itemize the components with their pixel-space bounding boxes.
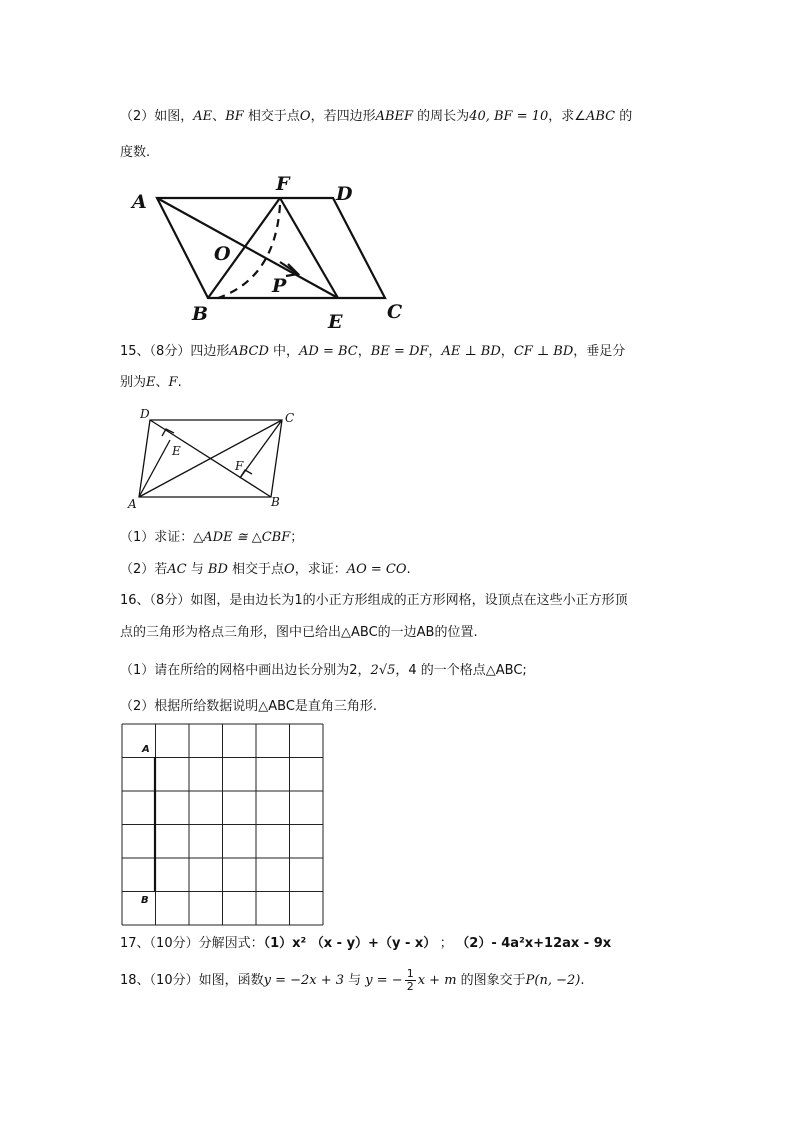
label-f: F (235, 459, 244, 473)
label-b: B (192, 303, 209, 325)
perimeter-values: 40, BF = 10 (469, 109, 549, 124)
q16-line1: 16、（8分）如图，是由边长为1的小正方形组成的正方形网格，设顶点在这些小正方形顶 (120, 593, 628, 608)
q15-line2: 别为E、F. (120, 375, 182, 390)
label-c: C (387, 301, 403, 323)
q15-part1: （1）求证：△ADE ≅ △CBF； (120, 530, 304, 545)
q15-part2: （2）若AC 与 BD 相交于点O，求证：AO = CO. (120, 562, 411, 577)
label-d: D (336, 183, 353, 205)
label-a: A (132, 191, 147, 213)
label-p: P (272, 275, 287, 297)
grid-label-a: A (142, 744, 150, 755)
label-o: O (214, 243, 231, 265)
q14-part2-line2: 度数. (120, 145, 151, 160)
q14-part2-line1: （2）如图，AE、BF 相交于点O，若四边形ABEF 的周长为40, BF = 10，求∠ABC 的 (120, 109, 633, 124)
q16-part1: （1）请在所给的网格中画出边长分别为2，2√5，4 的一个格点△ABC; (120, 663, 527, 678)
label-e: E (172, 444, 181, 458)
label-b: B (271, 495, 280, 509)
label-c: C (285, 411, 295, 425)
q16-part2: （2）根据所给数据说明△ABC是直角三角形. (120, 699, 378, 714)
label-a: A (128, 497, 137, 511)
segment-ae: AE (193, 109, 213, 124)
q16-line2: 点的三角形为格点三角形，图中已给出△ABC的一边AB的位置. (120, 625, 478, 640)
label-d: D (140, 407, 150, 421)
label-f: F (276, 173, 290, 195)
q15-line1: 15、（8分）四边形ABCD 中，AD = BC，BE = DF，AE ⊥ BD，CF ⊥ BD，垂足分 (120, 344, 626, 359)
q17: 17、（10分）分解因式：（1）x² （x - y）+（y - x） ； （2）- 4a²x+12ax - 9x (120, 936, 612, 951)
q18: 18、（10分）如图，函数y = −2x + 3 与 y = − $\frac{1}{2}$ x + m 的图象交于P(n, −2). (120, 967, 585, 993)
fraction-one-half: $\frac{1}{2}$ (406, 967, 414, 993)
grid-label-b: B (141, 895, 149, 906)
segment-bf: BF (225, 109, 244, 124)
label-e: E (328, 311, 343, 333)
